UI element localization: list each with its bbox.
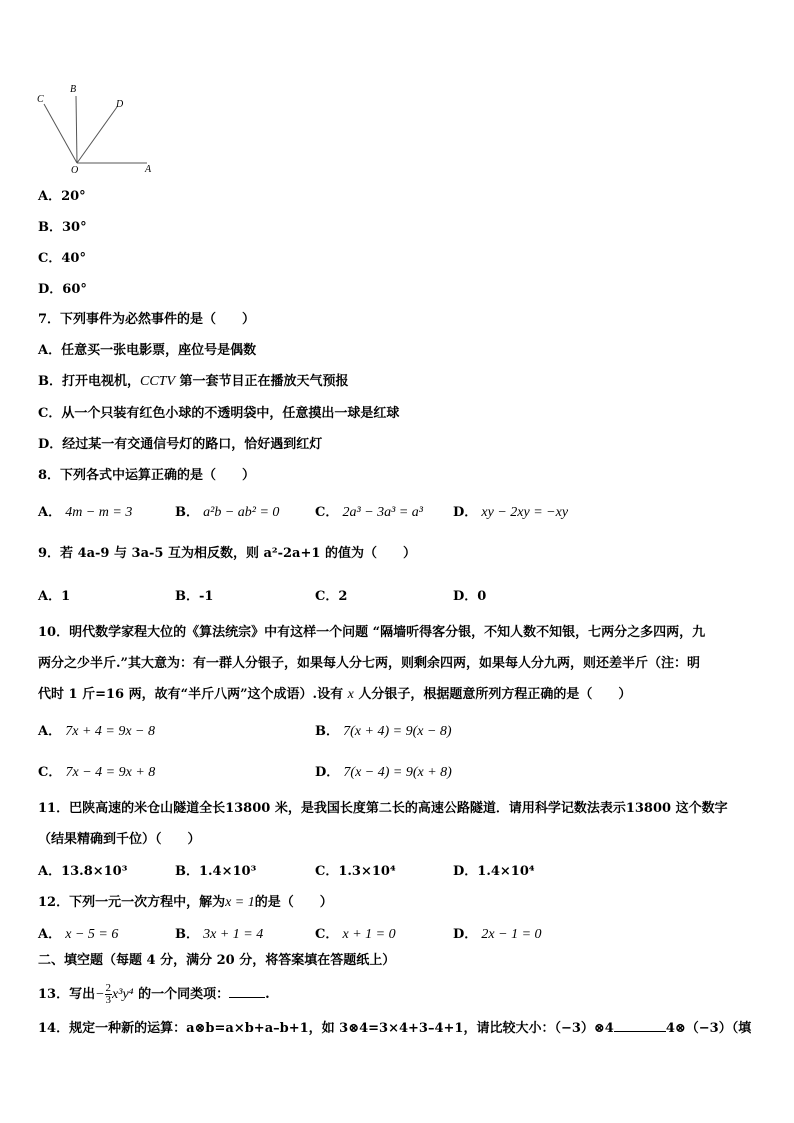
q6-option-d: D．60°: [38, 282, 87, 297]
label-d: D: [116, 99, 124, 110]
q8-key-d: D．: [453, 505, 478, 520]
q13: [38, 982, 270, 1008]
q11-line-2: （结果精确到千位）（ ）: [38, 832, 201, 847]
ray-ob: [76, 96, 77, 163]
q10-key-d: D．: [315, 765, 340, 780]
q9-option-d: D．0: [453, 589, 487, 604]
q8-option-b: [175, 505, 279, 521]
q10-line-3: [38, 687, 631, 703]
q10-option-a: [38, 724, 155, 740]
q12-option-c: [315, 927, 396, 943]
q12-option-d: [453, 927, 542, 943]
section-2-title: 二、填空题（每题 4 分，满分 20 分，将答案填在答题纸上）: [38, 953, 396, 968]
q14-tail: 4⊗（−3）（填: [665, 1021, 752, 1036]
q8-option-a: [38, 505, 132, 521]
q12-expr-b: 3x + 1 = 4: [203, 927, 264, 942]
q12-key-d: D．: [453, 927, 478, 942]
q9-option-c: C．2: [315, 589, 348, 604]
q11-option-b: B．1.4×10³: [175, 864, 257, 879]
label-a: A: [145, 164, 152, 175]
q10-expr-d: 7(x − 4) = 9(x + 8): [343, 765, 452, 780]
q7-option-b-tail: 第一套节目正在播放天气预报: [179, 374, 349, 389]
q12-stem-expr: x = 1: [225, 895, 255, 910]
q6-option-a: A．20°: [38, 189, 86, 204]
q8-expr-b: a²b − ab² = 0: [203, 505, 280, 520]
q13-answer-blank[interactable]: [229, 983, 265, 998]
q14: [38, 1017, 751, 1037]
q10-expr-b: 7(x + 4) = 9(x − 8): [343, 724, 452, 739]
q8-option-d: [453, 505, 568, 521]
q13-fraction-den: 3: [105, 994, 112, 1006]
q10-key-a: A．: [38, 724, 62, 739]
q14-answer-blank[interactable]: [614, 1017, 666, 1032]
q8-option-c: [315, 505, 423, 521]
label-o: O: [71, 165, 79, 175]
q9-option-b: B．-1: [175, 589, 214, 604]
q7-option-a: A．任意买一张电影票，座位号是偶数: [38, 343, 257, 358]
q13-expr: x³y⁴: [112, 987, 134, 1002]
q6-option-b: B．30°: [38, 220, 87, 235]
q8-key-b: B．: [175, 505, 199, 520]
q10-line-1: 10．明代数学家程大位的《算法统宗》中有这样一个问题 “隔墙听得客分银，不知人数不知银，七两分之多四两，九: [38, 625, 706, 640]
q13-sign: −: [95, 987, 105, 1002]
q8-expr-a: 4m − m = 3: [65, 505, 133, 520]
label-c: C: [37, 94, 44, 105]
q10-key-c: C．: [38, 765, 62, 780]
q8-key-c: C．: [315, 505, 339, 520]
q12-stem: [38, 895, 333, 911]
q11-line-1: 11．巴陕高速的米仓山隧道全长13800 米，是我国长度第二长的高速公路隧道．请用科学记数法表示13800 这个数字: [38, 801, 728, 816]
q6-option-c: C．40°: [38, 251, 86, 266]
q9-stem: 9．若 4a-9 与 3a-5 互为相反数，则 a²-2a+1 的值为（ ）: [38, 546, 416, 561]
q13-fraction-num: 2: [105, 982, 112, 994]
q13-end: .: [265, 987, 270, 1002]
q10-line-3-head: 代时 1 斤=16 两，故有“半斤八两”这个成语）.设有: [38, 687, 344, 702]
q11-option-a: A．13.8×10³: [38, 864, 128, 879]
q10-line-3-tail: 人分银子，根据题意所列方程正确的是（ ）: [358, 687, 632, 702]
q12-key-c: C．: [315, 927, 339, 942]
q10-line-2: 两分之少半斤.”其大意为：有一群人分银子，如果每人分七两，则剩余四两，如果每人分九两，则还差半斤（注：明: [38, 656, 701, 671]
ray-oc: [44, 104, 77, 163]
q7-option-b: [38, 374, 349, 390]
q13-head: 13．写出: [38, 987, 96, 1002]
q12-expr-c: x + 1 = 0: [342, 927, 396, 942]
q14-head: 14．规定一种新的运算：a⊗b=a×b+a–b+1，如 3⊗4=3×4+3–4+1，请比较大小：（−3）⊗4: [38, 1021, 614, 1036]
q8-stem: 8．下列各式中运算正确的是（ ）: [38, 468, 256, 483]
q7-option-b-cctv: CCTV: [140, 374, 176, 389]
q13-fraction: [105, 983, 113, 1006]
q13-tail: 的一个同类项：: [138, 987, 230, 1002]
q12-option-a: [38, 927, 118, 943]
q12-expr-a: x − 5 = 6: [65, 927, 119, 942]
q8-key-a: A．: [38, 505, 62, 520]
q8-expr-c: 2a³ − 3a³ = a³: [342, 505, 423, 520]
q10-key-b: B．: [315, 724, 339, 739]
q10-expr-c: 7x − 4 = 9x + 8: [65, 765, 156, 780]
q11-option-c: C．1.3×10⁴: [315, 864, 396, 879]
q7-option-b-head: B．打开电视机，: [38, 374, 140, 389]
q12-expr-d: 2x − 1 = 0: [481, 927, 542, 942]
q12-stem-head: 12．下列一元一次方程中，解为: [38, 895, 226, 910]
q12-key-b: B．: [175, 927, 199, 942]
q10-option-d: [315, 765, 452, 781]
q11-option-d: D．1.4×10⁴: [453, 864, 535, 879]
q10-expr-a: 7x + 4 = 9x − 8: [65, 724, 156, 739]
q7-option-c: C．从一个只装有红色小球的不透明袋中，任意摸出一球是红球: [38, 406, 400, 421]
ray-od: [77, 107, 117, 163]
q10-option-c: [38, 765, 155, 781]
q10-var: x: [347, 687, 354, 702]
q8-expr-d: xy − 2xy = −xy: [481, 505, 569, 520]
q12-key-a: A．: [38, 927, 62, 942]
q7-stem: 7．下列事件为必然事件的是（ ）: [38, 312, 256, 327]
q12-option-b: [175, 927, 263, 943]
q12-stem-tail: 的是（ ）: [254, 895, 333, 910]
q10-option-b: [315, 724, 452, 740]
label-b: B: [70, 84, 77, 95]
angle-figure: [30, 80, 160, 175]
q9-option-a: A．1: [38, 589, 71, 604]
q7-option-d: D．经过某一有交通信号灯的路口，恰好遇到红灯: [38, 437, 323, 452]
